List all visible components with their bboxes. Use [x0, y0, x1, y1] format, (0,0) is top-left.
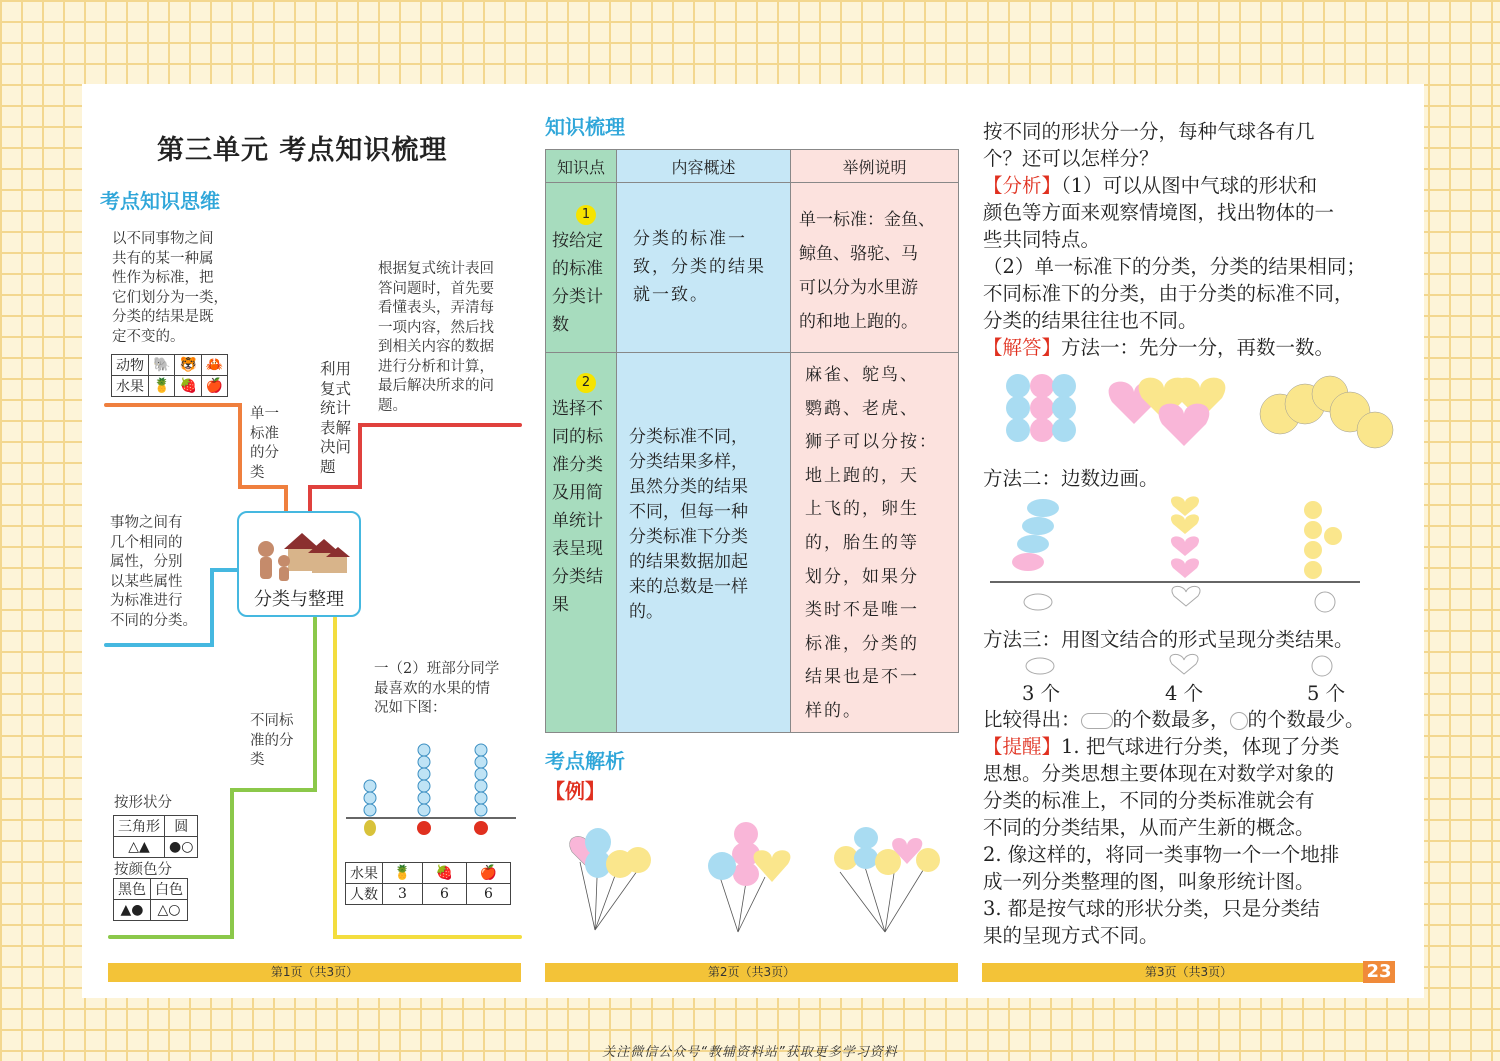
- method2-text: 方法二：边数边画。: [983, 467, 1159, 490]
- count-heart: 4 个: [1165, 682, 1204, 705]
- unit-title: 第三单元 考点知识梳理: [157, 135, 448, 166]
- fruit-pictograph: [344, 738, 519, 838]
- watermark: 关注微信公众号“教辅资料站”获取更多学习资料: [602, 1045, 898, 1060]
- note-single-standard: 以不同事物之间 共有的某一种属 性作为标准，把 它们划分为一类， 分类的结果是既 定不变的。: [112, 231, 228, 345]
- section-title-analysis: 考点解析: [545, 749, 625, 773]
- header-point: 知识点: [546, 150, 617, 183]
- branch-label-single: 单一 标准 的分 类: [250, 406, 279, 481]
- row1-summary: 分类的标准一 致，分类的结果 就一致。: [617, 183, 791, 353]
- center-topic-label: 分类与整理: [254, 589, 344, 610]
- note-multiple-attributes: 事物之间有 几个相同的 属性，分别 以某些属性 为标准进行 不同的分类。: [110, 515, 197, 629]
- tip-tag: 【提醒】: [983, 735, 1062, 758]
- question-text: 按不同的形状分一分，每种气球各有几 个？还可以怎样分？ 【分析】（1）可以从图中气球的形状和 颜色等方面来观察情境图，找出物体的一 些共同特点。 （2）单一标准下的分类，分类的结果相同； 不同标准下的分类，由于分类的标准不同， 分类的结果往往也不同。 【解答】方法一：先分一分，再数一数。: [983, 120, 1366, 359]
- houses-illustration: [244, 519, 354, 589]
- method3-icons: [1015, 652, 1355, 682]
- count-irregular: 3 个: [1022, 682, 1061, 705]
- color-title: 按颜色分: [114, 862, 172, 878]
- footer-page-2: 第2页（共3页）: [545, 963, 958, 982]
- answer-tag: 【解答】: [983, 336, 1062, 359]
- knowledge-table: [545, 149, 959, 733]
- analysis-tag: 【分析】: [983, 174, 1062, 197]
- tip-text: 【提醒】1. 把气球进行分类，体现了分类 思想。分类思想主要体现在对数学对象的 分类的标准上，不同的分类标准就会有 不同的分类结果，从而产生新的概念。 2. 像这样的，将同一类事物一个一个地排 成一列分类整理的图，叫象形统计图。 3. 都是按气球的形状分类，只是分类结 果的呈现方式不同。: [983, 735, 1340, 947]
- note-stats: 根据复式统计表回 答问题时，首先要 看懂表头，弄清每 一项内容，然后找 到相关内容的数据 进行分析和计算， 最后解决所求的问 题。: [378, 261, 494, 414]
- branch-label-different: 不同标 准的分 类: [250, 713, 294, 768]
- row2-summary: 分类标准不同， 分类结果多样， 虽然分类的结果 不同，但每一种 分类标准下分类 的结果数据加起 来的总数是一样 的。: [617, 353, 791, 733]
- page-number: 23: [1363, 961, 1395, 983]
- row2-point: 2 选择不 同的标 准分类 及用简 单统计 表呈现 分类结 果: [546, 353, 617, 733]
- round-balloon-icon: [1230, 712, 1248, 730]
- example-balloons: [550, 822, 950, 937]
- color-table: 黑色 白色 ▲● △○: [113, 878, 188, 921]
- irregular-balloon-icon: [1081, 713, 1113, 729]
- method3-text: 方法三：用图文结合的形式呈现分类结果。: [983, 628, 1354, 651]
- center-topic-box: [237, 511, 361, 617]
- header-summary: 内容概述: [617, 150, 791, 183]
- count-round: 5 个: [1307, 682, 1346, 705]
- method1-balloons: [1000, 370, 1400, 455]
- note-fruit-survey: 一（2）班部分同学 最喜欢的水果的情 况如下图：: [374, 661, 500, 716]
- row1-example: 单一标准：金鱼、 鲸鱼、骆驼、马 可以分为水里游 的和地上跑的。: [791, 183, 959, 353]
- compare-text: 比较得出： 的个数最多， 的个数最少。: [983, 708, 1365, 731]
- footer-page-3: 第3页（共3页）: [982, 963, 1395, 982]
- row1-point: 1 按给定 的标准 分类计 数: [546, 183, 617, 353]
- shape-table: 三角形 圆 △▲ ●○: [113, 815, 198, 858]
- footer-page-1: 第1页（共3页）: [108, 963, 521, 982]
- branch-label-stats: 利用 复式 统计 表解 决问 题: [320, 360, 352, 476]
- section-title-knowledge: 知识梳理: [545, 115, 625, 139]
- header-example: 举例说明: [791, 150, 959, 183]
- section-title-mindmap: 考点知识思维: [100, 189, 220, 213]
- fruit-count-table: 水果 🍍 🍓 🍎 人数 3 6 6: [345, 862, 511, 905]
- example-label: 【例】: [545, 779, 605, 803]
- shape-title: 按形状分: [114, 795, 172, 811]
- row2-example: 麻雀、鸵鸟、 鹦鹉、老虎、 狮子可以分按： 地上跑的，天 上飞的，卵生 的，胎生的等 划分，如果分 类时不是唯一 标准，分类的 结果也是不一 样的。: [791, 353, 959, 733]
- animal-fruit-table: 动物 🐘 🐯 🦀 水果 🍍 🍓 🍎: [111, 354, 228, 397]
- method2-pictograph: [988, 492, 1363, 617]
